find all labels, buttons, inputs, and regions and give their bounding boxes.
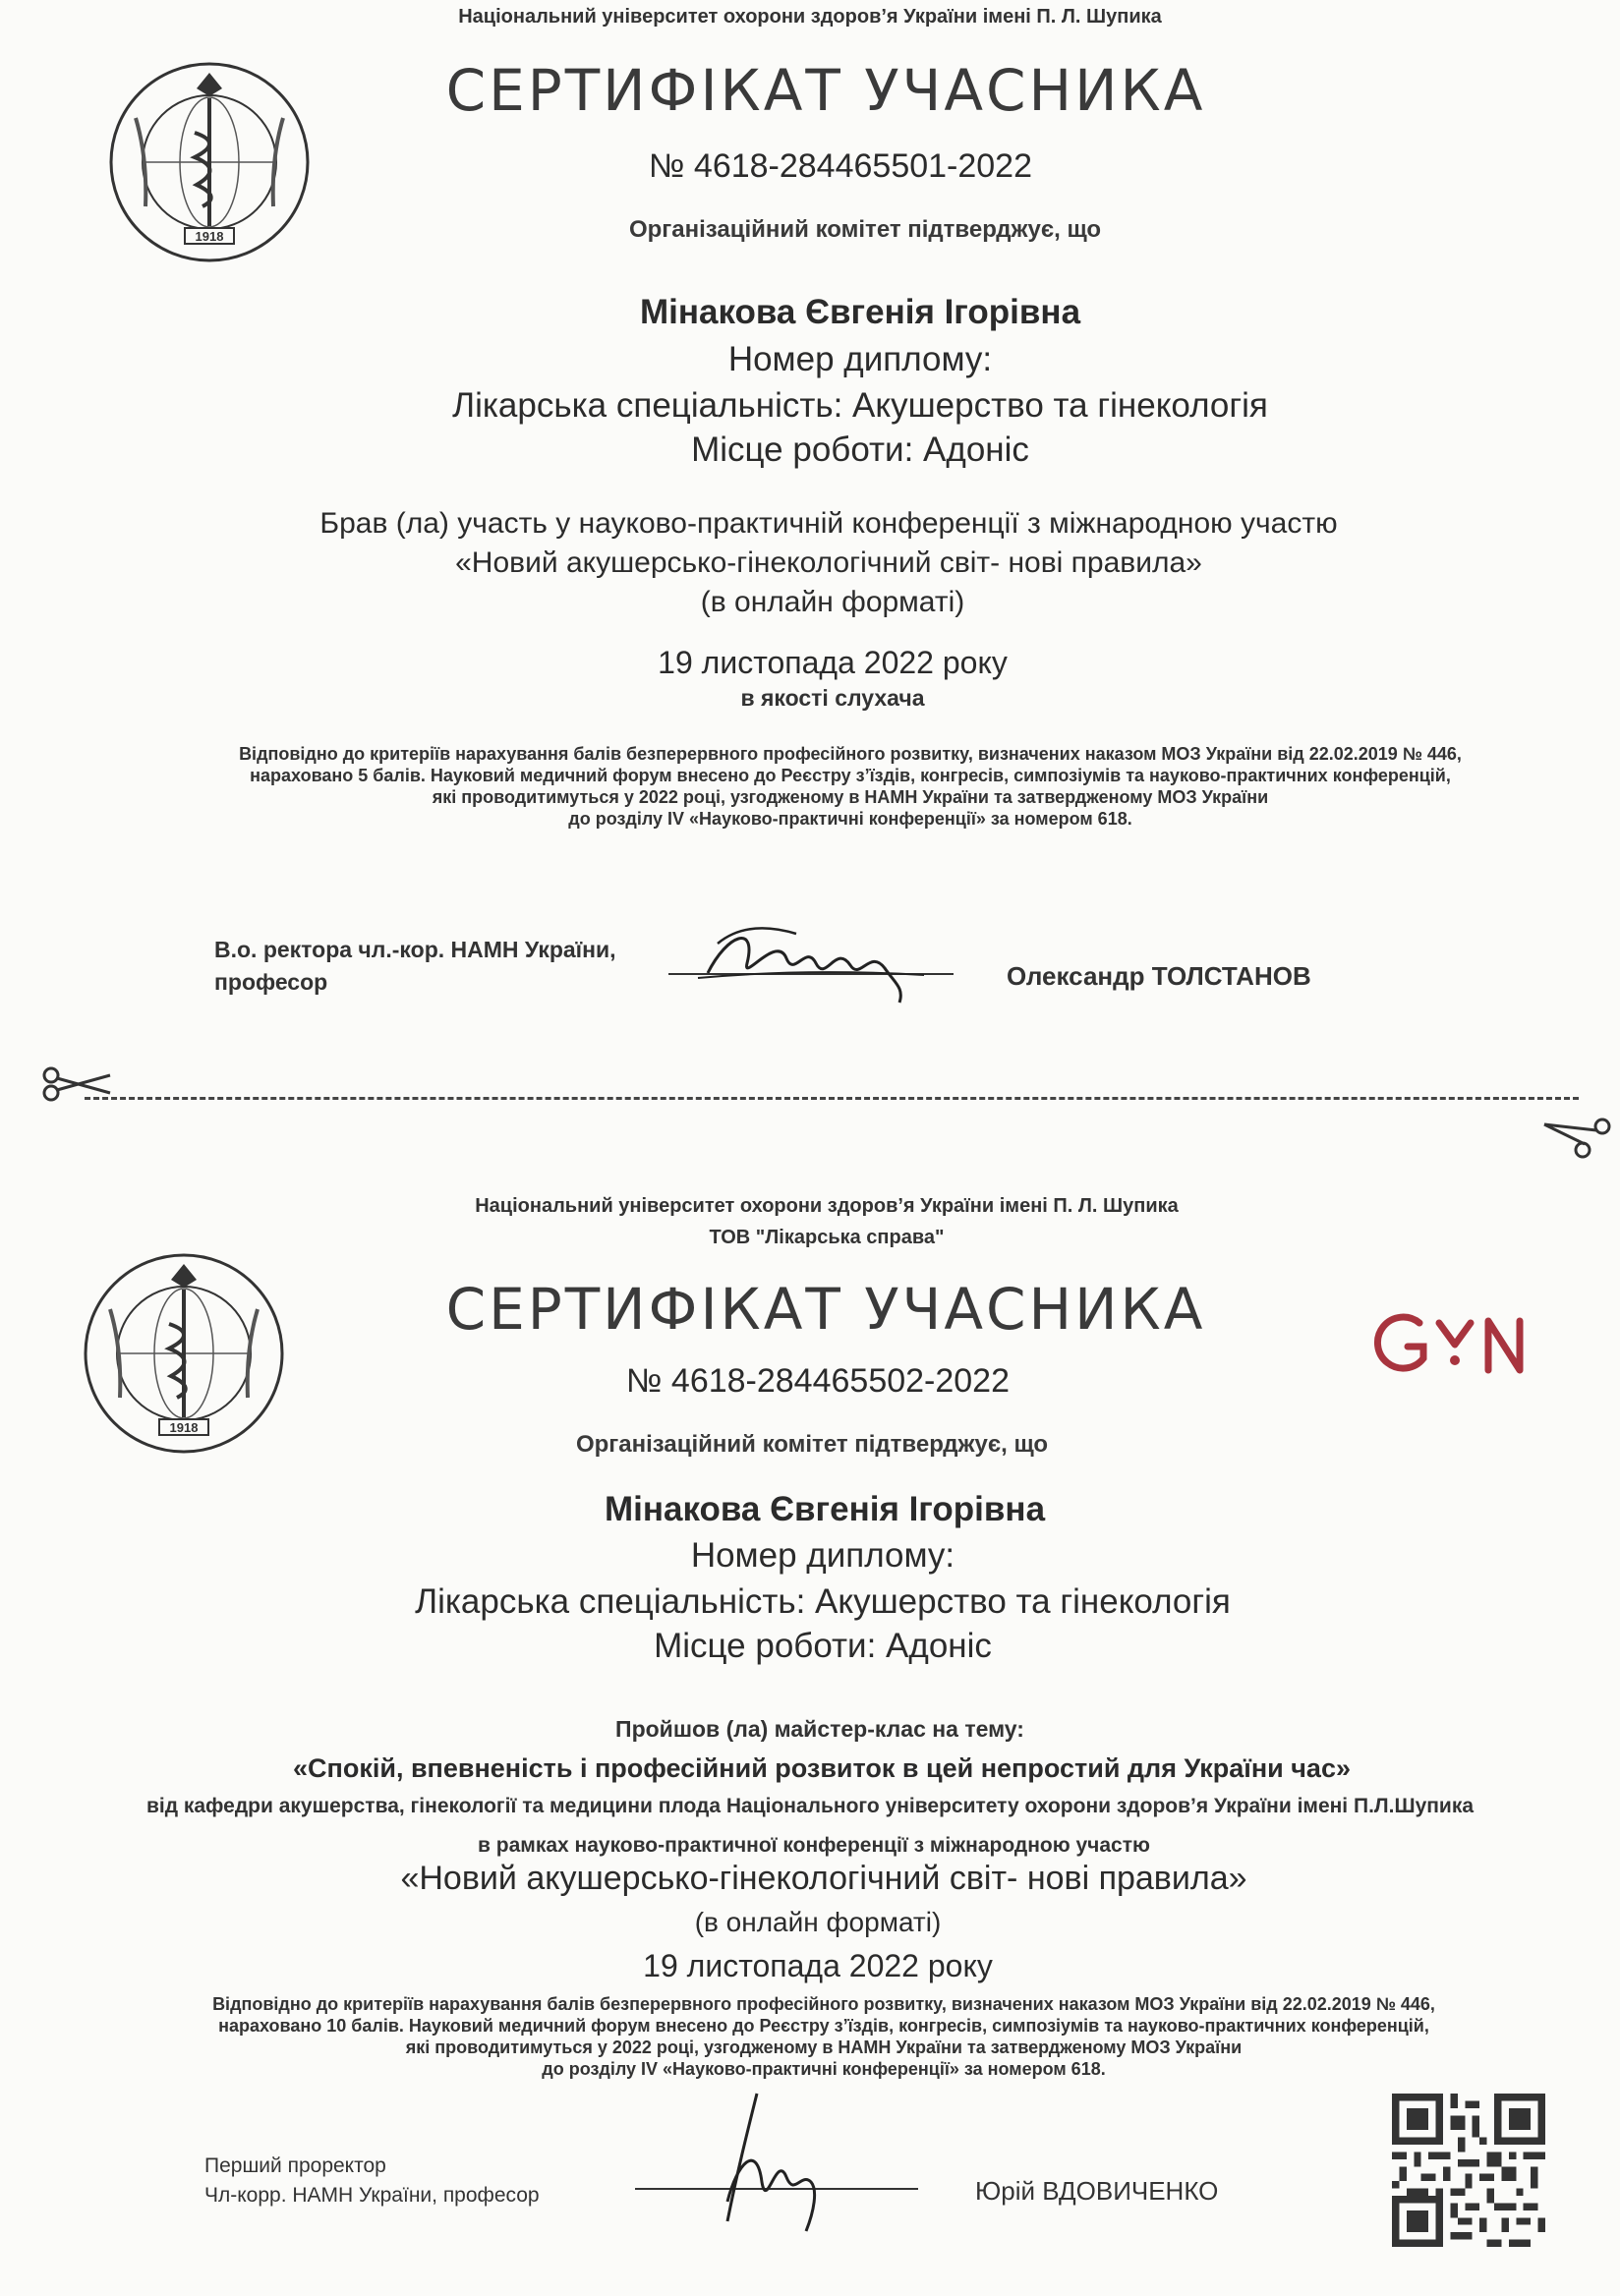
qr-code-icon [1392, 2094, 1545, 2247]
bottom-within: в рамках науково-практичної конференції з міжнародною участю [478, 1834, 1150, 1857]
fine-print-line: нараховано 5 балів. Науковий медичний форум внесено до Реєстру з’їздів, конгресів, симпозіумів та науково-практичних конференцій, [250, 766, 1451, 785]
fine-print-line: Відповідно до критеріїв нарахування балів безперервного професійного розвитку, визначених наказом МОЗ України від 22.02.2019 № 446, [212, 1994, 1435, 2014]
bottom-certificate-number: № 4618-284465502-2022 [625, 1362, 1011, 1400]
bottom-masterclass-topic: «Спокій, впевненість і професійний розвиток в цей непростий для України час» [293, 1753, 1351, 1783]
top-certificate-number: № 4618-284465501-2022 [648, 147, 1033, 185]
top-participation-text: Брав (ла) участь у науково-практичній конференції з міжнародною участю [319, 507, 1338, 540]
bottom-certificate-title: СЕРТИФІКАТ УЧАСНИКА [445, 1276, 1206, 1343]
fine-print-line: нараховано 10 балів. Науковий медичний форум внесено до Реєстру з’їздів, конгресів, симпозіумів та науково-практичних конференцій, [218, 2016, 1429, 2036]
fine-print-line: до розділу IV «Науково-практичні конференції» за номером 618. [542, 2059, 1106, 2079]
dashed-cut-line [85, 1097, 1579, 1100]
top-conference-title: «Новий акушерсько-гінекологічний світ- нові правила» [455, 546, 1202, 579]
top-signer-title-2: професор [214, 969, 328, 995]
top-role: в якості слухача [740, 685, 925, 711]
bottom-date: 19 листопада 2022 року [643, 1948, 993, 1983]
svg-text:1918: 1918 [195, 229, 224, 244]
bottom-participant-name: Мінакова Євгенія Ігорівна [604, 1490, 1046, 1528]
bottom-university: Національний університет охорони здоров’я України імені П. Л. Шупика [475, 1195, 1179, 1217]
bottom-confirm-text: Організаційний комітет підтверджує, що [575, 1431, 1049, 1458]
fine-print-line: які проводитимуться у 2022 році, узгодженому в НАМН України та затвердженому МОЗ України [405, 2038, 1243, 2057]
fine-print-line: до розділу IV «Науково-практичні конференції» за номером 618. [568, 809, 1132, 829]
bottom-signature-icon [688, 2084, 865, 2241]
top-workplace: Місце роботи: Адоніс [691, 430, 1029, 469]
top-diploma-number: Номер диплому: [727, 340, 993, 378]
top-fine-print [0, 743, 1620, 830]
top-certificate-title: СЕРТИФІКАТ УЧАСНИКА [445, 57, 1206, 124]
top-date: 19 листопада 2022 року [658, 645, 1008, 680]
bottom-company: ТОВ "Лікарська справа" [709, 1227, 945, 1248]
bottom-diploma-number: Номер диплому: [690, 1536, 955, 1575]
bottom-fine-print [0, 1993, 1620, 2080]
top-signature-icon [688, 904, 944, 1022]
bottom-specialty: Лікарська спеціальність: Акушерство та гінекологія [415, 1582, 1231, 1621]
bottom-signer-name: Юрій ВДОВИЧЕНКО [975, 2176, 1219, 2206]
top-participant-name: Мінакова Євгенія Ігорівна [639, 293, 1081, 331]
top-signer-name: Олександр ТОЛСТАНОВ [1007, 961, 1311, 991]
bottom-workplace: Місце роботи: Адоніс [654, 1627, 992, 1665]
top-confirm-text: Організаційний комітет підтверджує, що [628, 216, 1102, 243]
top-university: Національний університет охорони здоров’я України імені П. Л. Шупика [458, 6, 1162, 28]
bottom-signer-title-1: Перший проректор [204, 2154, 386, 2177]
top-format: (в онлайн форматі) [700, 586, 965, 618]
scissors-icon [1539, 1113, 1618, 1160]
fine-print-line: Відповідно до критеріїв нарахування балів безперервного професійного розвитку, визначених наказом МОЗ України від 22.02.2019 № 446, [239, 744, 1462, 764]
top-specialty: Лікарська спеціальність: Акушерство та гінекологія [452, 386, 1268, 425]
bottom-department: від кафедри акушерства, гінекології та медицини плода Національного університету охорони здоров’я України імені П.Л.Шупика [145, 1795, 1475, 1817]
svg-text:1918: 1918 [169, 1420, 199, 1435]
fine-print-line: які проводитимуться у 2022 році, узгодженому в НАМН України та затвердженому МОЗ України [432, 787, 1269, 807]
bottom-masterclass-intro: Пройшов (ла) майстер-клас на тему: [615, 1716, 1024, 1742]
bottom-signer-title-2: Чл-корр. НАМН України, професор [204, 2184, 540, 2207]
bottom-format: (в онлайн форматі) [694, 1907, 942, 1937]
top-signer-title-1: В.о. ректора чл.-кор. НАМН України, [214, 937, 616, 962]
bottom-conference-title: «Новий акушерсько-гінекологічний світ- нові правила» [400, 1860, 1247, 1897]
